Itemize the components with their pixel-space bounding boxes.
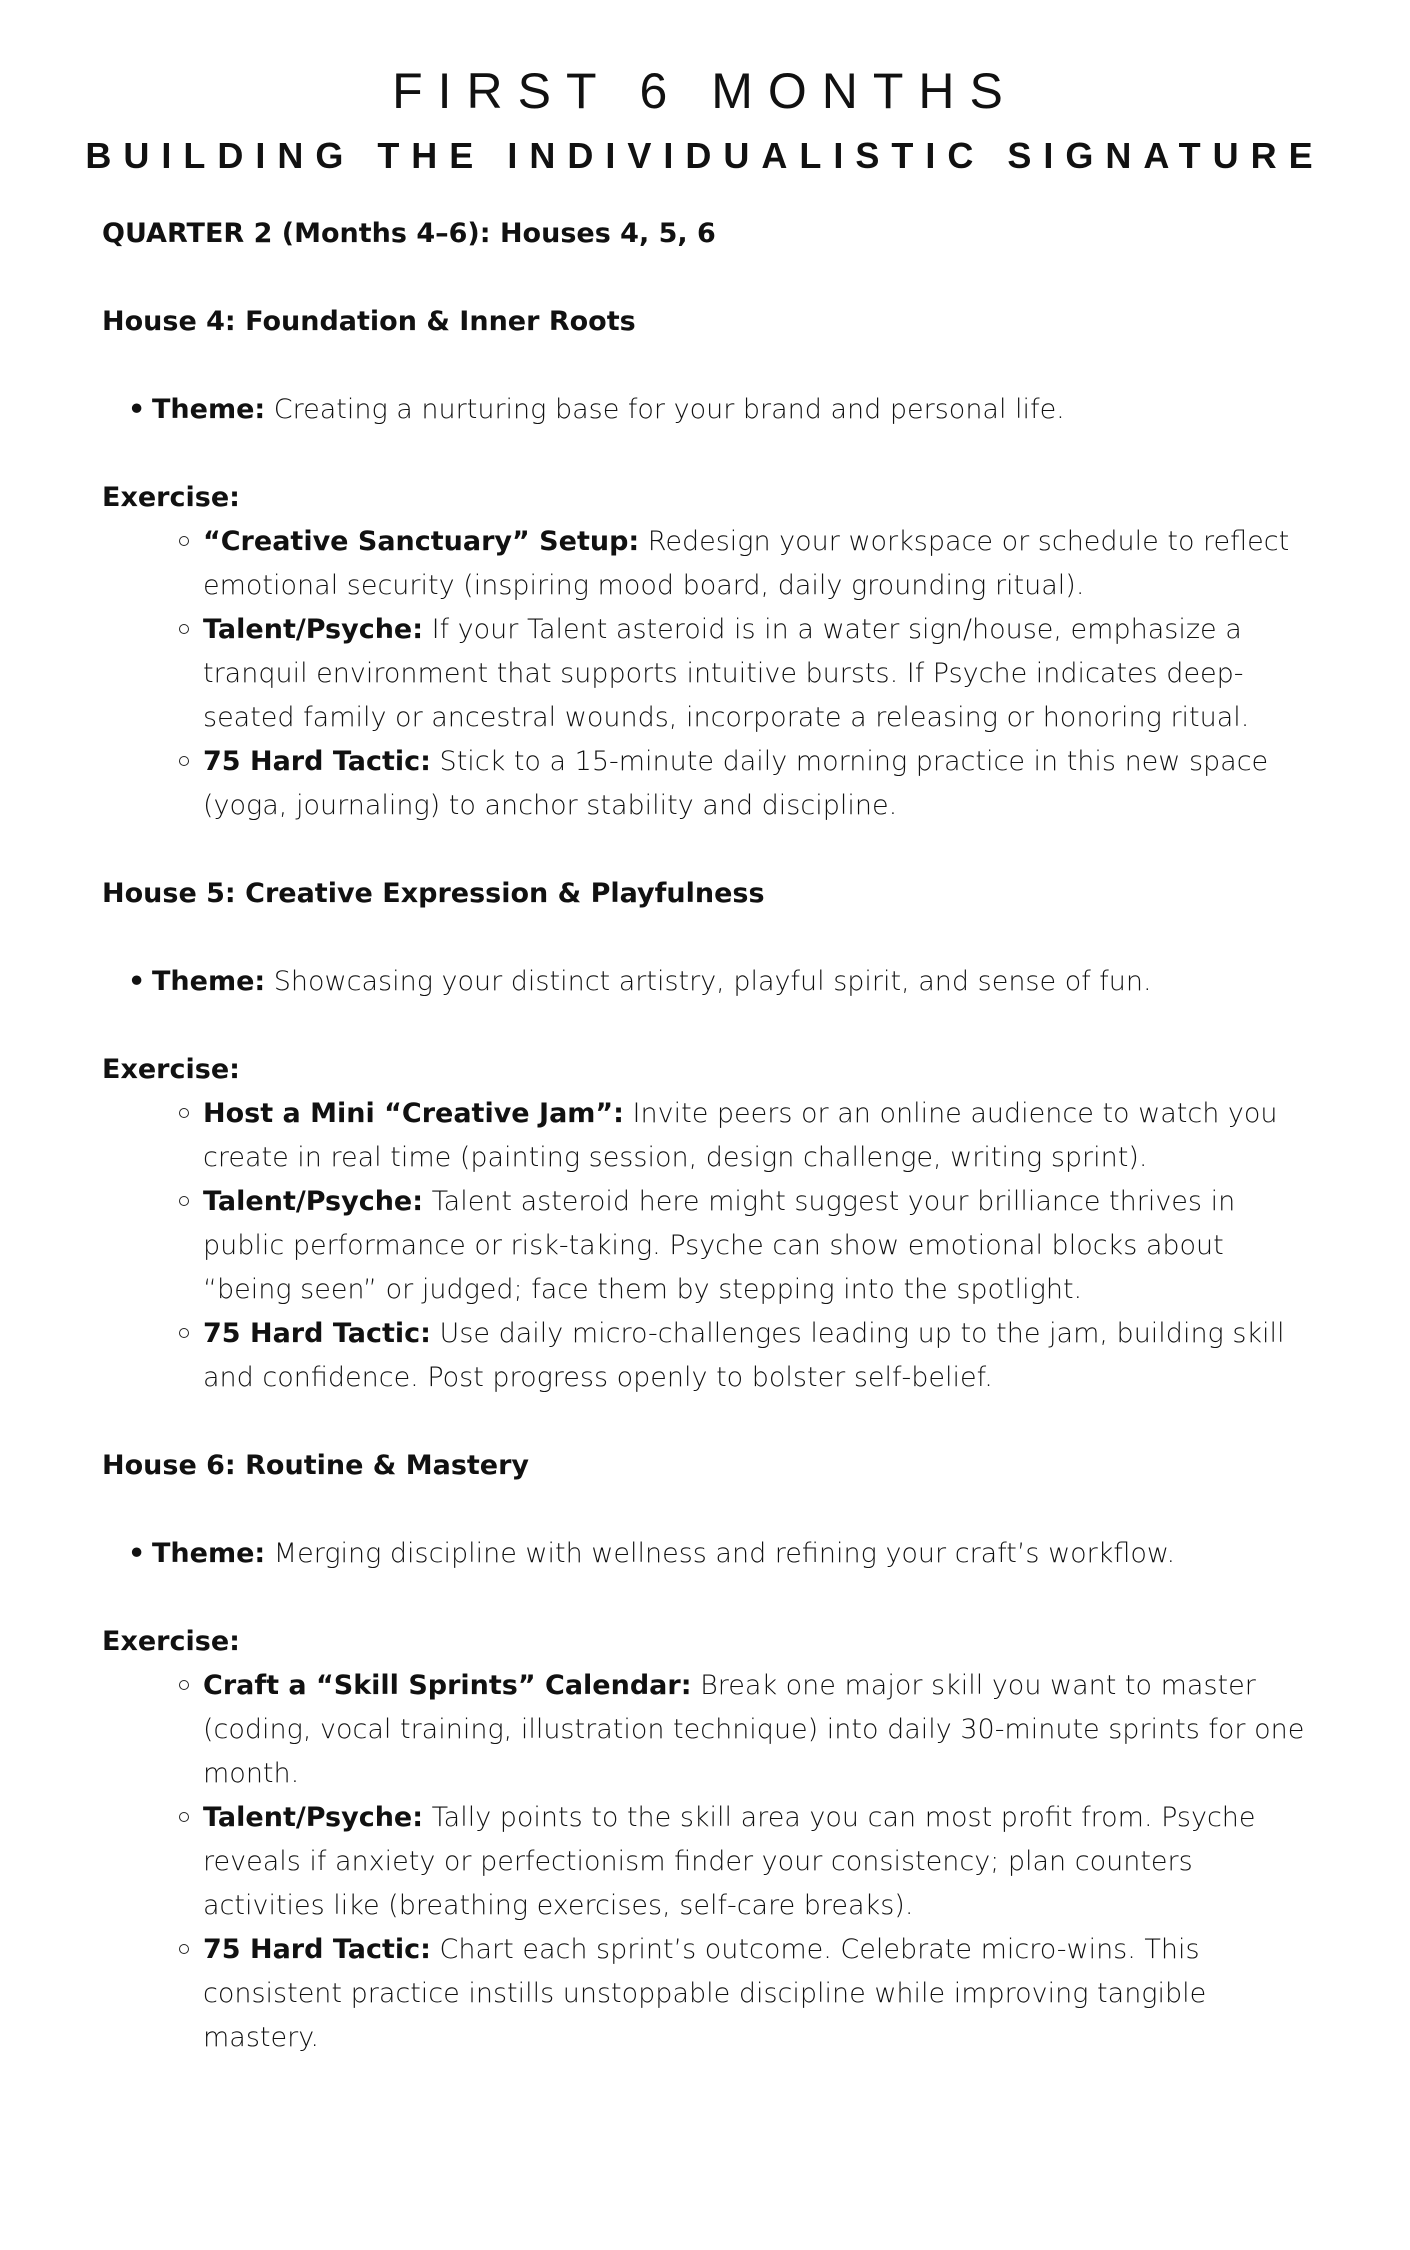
exercise-label: Exercise: — [102, 1626, 240, 1657]
exercise-item-label: Talent/Psyche: — [203, 1186, 424, 1217]
document-body — [102, 212, 1312, 2060]
exercise-item — [102, 1312, 1312, 1400]
house-heading: House 6: Routine & Mastery — [102, 1450, 530, 1481]
circle-bullet-icon — [179, 1328, 189, 1338]
theme-label: Theme: — [152, 1538, 266, 1569]
house-section-4 — [102, 300, 1312, 828]
exercise-item-text: Invite peers or an online audience to watch you create in real time (painting session, design challenge, writing sprint). — [203, 1098, 1278, 1173]
exercise-item-text: Redesign your workspace or schedule to reflect emotional security (inspiring mood board, daily grounding ritual). — [203, 526, 1290, 601]
circle-bullet-icon — [179, 1680, 189, 1690]
page-subtitle: BUILDING THE INDIVIDUALISTIC SIGNATURE — [85, 135, 1325, 176]
exercise-item-text: If your Talent asteroid is in a water sign/house, emphasize a tranquil environment that supports intuitive bursts. If Psyche indicates deep-seated family or ancestral wounds, incorporate a releasing or honoring ritual. — [203, 614, 1250, 733]
house-heading: House 4: Foundation & Inner Roots — [102, 306, 636, 337]
theme-bullet — [102, 960, 1312, 1004]
exercise-label: Exercise: — [102, 1054, 240, 1085]
exercise-list — [102, 1664, 1312, 2060]
exercise-item — [102, 1664, 1312, 1796]
exercise-item-text: Stick to a 15-minute daily morning practice in this new space (yoga, journaling) to anchor stability and discipline. — [203, 746, 1269, 821]
exercise-item-label: Talent/Psyche: — [203, 1802, 424, 1833]
circle-bullet-icon — [179, 1944, 189, 1954]
exercise-item-label: 75 Hard Tactic: — [203, 746, 431, 777]
circle-bullet-icon — [179, 1812, 189, 1822]
circle-bullet-icon — [179, 624, 189, 634]
exercise-item-text: Tally points to the skill area you can most profit from. Psyche reveals if anxiety or perfectionism finder your consistency; plan counters activities like (breathing exercises, self-care breaks). — [203, 1802, 1256, 1921]
circle-bullet-icon — [179, 1196, 189, 1206]
theme-bullet — [102, 1532, 1312, 1576]
theme-label: Theme: — [152, 394, 266, 425]
exercise-label: Exercise: — [102, 482, 240, 513]
exercise-list — [102, 520, 1312, 828]
exercise-item — [102, 520, 1312, 608]
exercise-item-label: Talent/Psyche: — [203, 614, 424, 645]
exercise-item — [102, 1092, 1312, 1180]
bullet-icon: • — [128, 1538, 146, 1569]
exercise-item — [102, 1180, 1312, 1312]
page-title: FIRST 6 MONTHS — [392, 63, 1018, 119]
exercise-item-text: Chart each sprint’s outcome. Celebrate micro-wins. This consistent practice instills unstoppable discipline while improving tangible mastery. — [203, 1934, 1207, 2053]
theme-bullet — [102, 388, 1312, 432]
theme-text: Showcasing your distinct artistry, playful spirit, and sense of fun. — [265, 966, 1152, 997]
exercise-item — [102, 1796, 1312, 1928]
exercise-item — [102, 740, 1312, 828]
house-section-5 — [102, 872, 1312, 1400]
exercise-item-label: 75 Hard Tactic: — [203, 1318, 431, 1349]
circle-bullet-icon — [179, 756, 189, 766]
exercise-list — [102, 1092, 1312, 1400]
exercise-item-label: Host a Mini “Creative Jam”: — [203, 1098, 624, 1129]
quarter-heading: QUARTER 2 (Months 4–6): Houses 4, 5, 6 — [102, 218, 716, 249]
exercise-item-text: Talent asteroid here might suggest your brilliance thrives in public performance or risk-taking. Psyche can show emotional blocks about “being seen” or judged; face them by stepping into the spotlight. — [203, 1186, 1236, 1305]
exercise-item-label: Craft a “Skill Sprints” Calendar: — [203, 1670, 692, 1701]
theme-text: Creating a nurturing base for your brand and personal life. — [265, 394, 1065, 425]
circle-bullet-icon — [179, 1108, 189, 1118]
exercise-item-text: Use daily micro-challenges leading up to the jam, building skill and confidence. Post progress openly to bolster self-belief. — [203, 1318, 1285, 1393]
bullet-icon: • — [128, 966, 146, 997]
exercise-item-text: Break one major skill you want to master (coding, vocal training, illustration technique) into daily 30-minute sprints for one month. — [203, 1670, 1305, 1789]
exercise-item — [102, 608, 1312, 740]
bullet-icon: • — [128, 394, 146, 425]
theme-label: Theme: — [152, 966, 266, 997]
exercise-item-label: “Creative Sanctuary” Setup: — [203, 526, 640, 557]
house-section-6 — [102, 1444, 1312, 2060]
theme-text: Merging discipline with wellness and refining your craft’s workflow. — [265, 1538, 1176, 1569]
circle-bullet-icon — [179, 536, 189, 546]
house-heading: House 5: Creative Expression & Playfulness — [102, 878, 765, 909]
exercise-item — [102, 1928, 1312, 2060]
exercise-item-label: 75 Hard Tactic: — [203, 1934, 431, 1965]
